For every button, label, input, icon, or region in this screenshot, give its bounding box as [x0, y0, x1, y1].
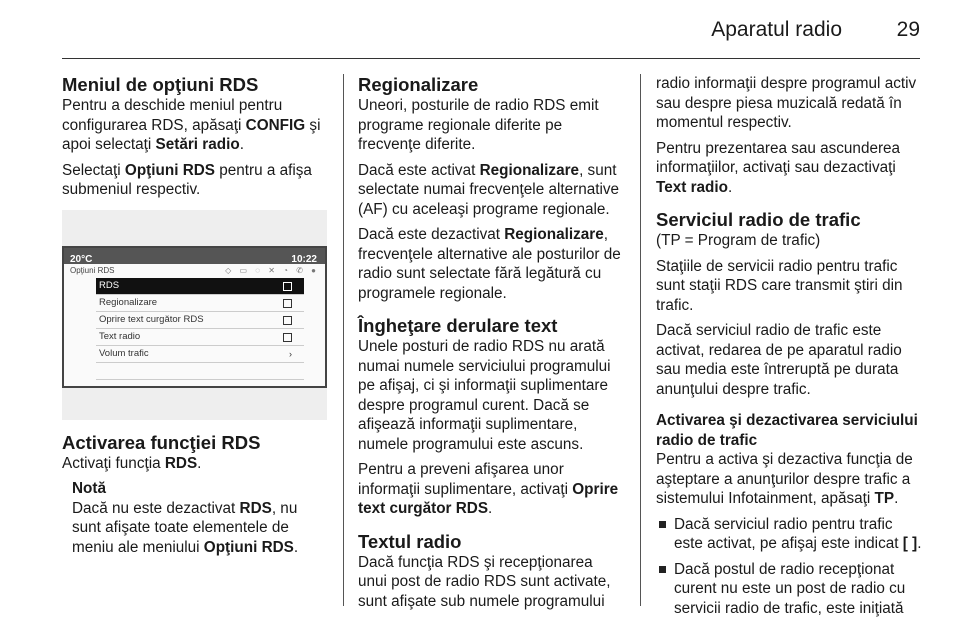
note-text: [72, 499, 327, 558]
bullet-item: [656, 515, 924, 554]
paragraph: Staţiile de servicii radio pentru trafic sunt staţii RDS care transmit ştiri din trafic.: [656, 257, 903, 314]
text: Dacă nu este dezactivat: [72, 499, 240, 517]
bullet-item: Dacă postul de radio recepţionat curent nu este un post de radio cu servicii radio de trafic, este iniţiată: [656, 560, 924, 619]
text: .: [894, 490, 899, 507]
keyword: Setări radio: [155, 136, 240, 153]
keyword: [ ]: [902, 535, 918, 552]
note-title: Notă: [72, 480, 106, 497]
heading-traffic-service: Serviciul radio de trafic: [656, 209, 861, 230]
checkbox-icon: [283, 333, 292, 342]
text: , frecvenţele alternative ale posturilor de radio sunt selectate fără legătură cu programele regionale.: [358, 226, 621, 302]
text: .: [197, 454, 202, 472]
column-3: [656, 74, 924, 624]
page-number: 29: [896, 18, 920, 41]
text: , nu sunt afişate toate elementele de meniu ale meniului: [72, 499, 298, 556]
display-screen: [62, 246, 327, 388]
text: Activaţi funcţia: [62, 454, 165, 472]
text: pentru a afişa submeniul respectiv.: [62, 161, 312, 198]
text: Pentru a deschide meniul pentru configurarea RDS, apăsaţi: [62, 97, 283, 134]
status-bar: [64, 248, 325, 264]
text: .: [488, 500, 493, 517]
text: Dacă serviciul radio pentru trafic este activat, pe afişaj este indicat: [674, 515, 903, 552]
paragraph: [62, 96, 327, 155]
column-divider: [343, 74, 344, 606]
text: Pentru a preveni afişarea unor informaţii suplimentare, activaţi: [358, 461, 573, 498]
menu-item-rds[interactable]: [96, 278, 304, 295]
paragraph: [358, 161, 624, 220]
text: .: [917, 535, 922, 552]
text: .: [293, 538, 299, 556]
keyword: Regionalizare: [504, 226, 604, 243]
paragraph: Dacă funcţia RDS şi recepţionarea unui post de radio RDS sunt activate, sunt afişate sub numele programului: [358, 553, 611, 610]
menu-item-regionalizare[interactable]: [96, 295, 304, 312]
checkbox-icon: [283, 282, 292, 291]
text: .: [239, 136, 244, 153]
keyword: CONFIG: [245, 116, 306, 134]
heading-regionalizare: Regionalizare: [358, 74, 479, 95]
keyword: Text radio: [656, 178, 728, 196]
keyword: Opţiuni RDS: [124, 161, 215, 179]
paragraph: Uneori, posturile de radio RDS emit programe regionale diferite pe frecvenţe diferite.: [358, 97, 599, 153]
heading-activate-rds: Activarea funcţiei RDS: [62, 431, 261, 453]
heading-freeze-text: Îngheţare derulare text: [358, 315, 558, 336]
chevron-right-icon: ›: [289, 348, 292, 359]
menu-item-text-radio[interactable]: [96, 329, 304, 346]
checkbox-icon: [283, 299, 292, 308]
column-2: [358, 74, 624, 617]
keyword: Regionalizare: [479, 161, 580, 179]
text: Selectaţi: [62, 161, 125, 179]
paragraph: [358, 460, 624, 519]
paragraph: [62, 161, 327, 200]
paragraph: radio informaţii despre programul activ sau despre piesa muzicală redată în momentul respectiv.: [656, 75, 917, 131]
text: , sunt selectate numai frecvenţele alternative (AF) cu aceleaşi programe regionale.: [358, 161, 620, 218]
paragraph: [62, 454, 327, 474]
clock: 10:22: [291, 253, 317, 265]
keyword: RDS: [164, 454, 198, 472]
paragraph: (TP = Program de trafic): [656, 232, 821, 249]
menu-item-empty: [96, 363, 304, 380]
text: Dacă este activat: [358, 161, 480, 179]
item-label: Oprire text curgător RDS: [99, 313, 204, 325]
header-title: Aparatul radio: [711, 18, 842, 41]
text: .: [727, 178, 733, 196]
keyword: Oprire text curgător RDS: [358, 480, 619, 517]
paragraph: Dacă serviciul radio de trafic este activat, redarea de pe aparatul radio sau media este întreruptă pe durata anunţului despre trafic.: [656, 322, 902, 398]
column-1: [62, 74, 327, 563]
screen-illustration: [62, 210, 327, 420]
status-icons: ◇ ▭ ◌ ✕ ◔ ✆ ●: [225, 265, 319, 275]
subtitle-text: Opţiuni RDS: [70, 265, 115, 275]
note-box: [72, 479, 327, 557]
paragraph: [656, 450, 924, 509]
text: şi apoi selectaţi: [62, 116, 321, 153]
heading-rds-menu: Meniul de opţiuni RDS: [62, 74, 259, 95]
item-label: Regionalizare: [99, 296, 158, 308]
menu-item-volum-trafic[interactable]: [96, 346, 304, 363]
item-label: RDS: [99, 279, 120, 291]
checkbox-icon: [283, 316, 292, 325]
page-header: [0, 0, 960, 62]
paragraph: [656, 139, 924, 198]
text: Pentru a activa şi dezactiva funcţia de aşteptare a anunţurilor despre trafic a sistemului Infotainment, apăsaţi: [656, 451, 913, 507]
menu-list: [96, 278, 304, 380]
keyword: RDS: [239, 499, 272, 517]
keyword: TP: [874, 490, 895, 507]
item-label: Text radio: [99, 330, 141, 342]
menu-item-oprire-text[interactable]: [96, 312, 304, 329]
paragraph: [358, 225, 624, 303]
temperature: 20°C: [70, 253, 93, 265]
keyword: Opţiuni RDS: [203, 538, 294, 556]
column-divider: [640, 74, 641, 606]
header-rule: [62, 58, 920, 59]
menu-subtitle: [64, 264, 325, 278]
heading-activate-traffic: Activarea şi dezactivarea serviciului radio de trafic: [656, 412, 918, 449]
text: Pentru prezentarea sau ascunderea informaţiilor, activaţi sau dezactivaţi: [656, 139, 901, 176]
paragraph: Unele posturi de radio RDS nu arată numai numele serviciului programului pe afişaj, ci şi informaţii suplimentare despre programul curent. Dacă se afişează informaţii suplimentare, numele programului este ascuns.: [358, 338, 611, 453]
heading-radio-text: Textul radio: [358, 530, 462, 552]
text: Dacă este dezactivat: [358, 226, 505, 243]
item-label: Volum trafic: [99, 347, 149, 359]
